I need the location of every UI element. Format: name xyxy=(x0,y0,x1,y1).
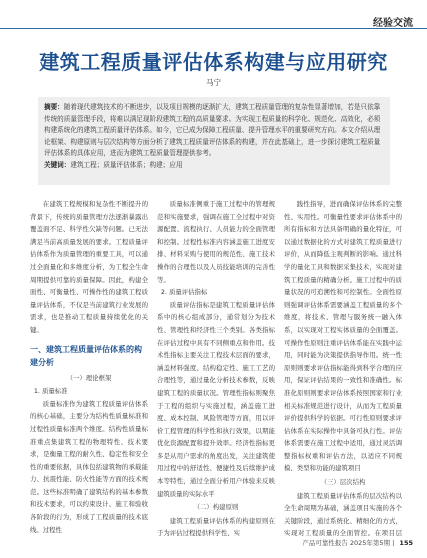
abstract-label: 摘要： xyxy=(44,103,64,111)
subsubsection-heading: 2. 质量评估指标 xyxy=(160,288,208,297)
paragraph: 践性指导，进而确保评估体系的完整性、实用性。可衡量性要求评估体系中的所有指标和方法具备明确的量化特征，可以通过数据化的方式对建筑工程质量进行评价，从而降低主观判断的影响。通过科学的量化工具和数据采集技术，实现对建筑工程质量的精确分析。施工过程中的质量状况的可追溯性和可控制性。全面性原则强调评估体系需要涵盖工程质量的多个维度，将技术、管理与服务统一融入体系，以实现对工程实体质量的全面覆盖。可操作性原则注重评估体系能在实践中运用，同时能为决策提供指导作用。统一性原则则要求评估指标能得到科学合理的应用，保证评估结果的一致性和准确性。标准化原则则要求评估体系按照国家和行业相关标准规范进行设计，从而为工程质量评价提供科学的依据。可行性原则要求评估体系在实际操作中具备可执行性。评估体系需要在施工过程中适用，通过灵活调整指标权重和评估方法，以适应不同规模、类型和功能的建筑项目 xyxy=(284,200,402,473)
text-column-3 xyxy=(284,198,402,538)
paragraph: 质量评估指标是建筑工程质量评估体系中的核心组成部分，通常划分为技术性、管理性和经济性三个类别。各类指标在评估过程中具有不同侧重点和作用。技术性指标主要关注工程技术层面的要求，涵盖材料强度、结构稳定性、施工工艺的合理性等，通过量化分析技术参数，反映建筑工程的质量状况。管理性指标则聚焦于工程的组织与实施过程，涵盖施工进度、成本控制、风险管理等方面，用以评价工程管理的科学性和执行效果，以期能优化资源配置和提升效率。经济性指标更多是从用户需求的角度出发，关注建筑使用过程中的舒适性、便捷性及后续维护成本等特性，通过全面分析用户体验来反映建筑质量的实际水平 xyxy=(157,300,275,498)
keywords-line xyxy=(44,160,384,172)
paragraph: 质量标准作为建筑工程质量评估体系的核心基础，主要分为结构性质量标准和过程性质量标准两个维度。结构性质量标准重点集建筑工程的物理特性、技术要求，是衡量工程的耐久性、稳定性和安全性的重要依据，具体包括建筑物的承载能力、抗震性能、防火性能等方面的技术规范。这些标准明确了建筑结构的基本参数和技术要求，可以约束设计、施工和验收各阶段的行为，形成了工程质量的技术底线。过程性 xyxy=(30,399,148,534)
paragraph: 在建筑工程规模和复杂性不断提升的背景下，传统的质量管理方法逐渐暴露出覆盖面不足、科学性欠缺等问题。已无法满足当前高质量发展的要求。工程质量评估体系作为质量管理的重要工具，可以通过全面量化和多维度分析，为工程全生命周期提供可靠的质量保障。因此，构建全面性、可衡量性、可操作性的建筑工程质量评估体系，不仅是当前建筑行业发展的需求，也是推动工程质量持续优化的关键。 xyxy=(30,200,148,334)
footer-divider: | xyxy=(392,539,395,547)
keywords-label: 关键词： xyxy=(44,160,71,169)
subsection-heading: （三）层次结构 xyxy=(320,478,366,487)
text-column-2 xyxy=(157,198,275,538)
abstract-box xyxy=(38,97,390,185)
subsubsection-heading: 1. 质量标准 xyxy=(33,387,68,396)
journal-name: 产品可靠性报告 2025年第5期 xyxy=(302,539,391,547)
page-number: 155 xyxy=(399,539,413,547)
paragraph: 建筑工程质量评估体系的构建原则在于为评估过程提供科学性、实 xyxy=(157,516,275,538)
header-rule xyxy=(0,28,427,29)
subsection-heading: （一）理论框架 xyxy=(66,373,112,382)
paragraph: 建筑工程质量评估体系的层次结构以全生命周期为基础，涵盖项目实施的各个关键阶段，通过系统化、精细化的方式，实现对工程质量的全面管控。在项目层 xyxy=(284,491,402,538)
abstract-text: 随着现代建筑技术的不断进步，以及项目规模的逐渐扩大，建筑工程质量管理的复杂性显著增加，若是只依靠传统的质量管理手段，将难以满足现阶段建筑工程的高质量要求。为实现工程质量的科学化、规范化、高效化，必须构建系统化的建筑工程质量评估体系。如今，它已成为保障工程质量、提升管理水平的重要研究方向。本文介绍从理论框架、构建原则与层次结构等方面分析了建筑工程质量评估体系的构建，并在此基础上，进一步探讨建筑工程质量评估体系的具体应用，进而为建筑工程质量管理提供参考。 xyxy=(44,103,381,157)
paragraph: 质量标准侧重于施工过程中的管理规范和实施要求，强调在施工全过程中对资源配置、流程执行、人员能力的全面管理和控制。过程性标准内容涵盖施工进度安排、材料采购与使用的规范性、施工技术操作的合理性以及人员技能培训的完善性等。 xyxy=(157,200,275,284)
page-footer xyxy=(302,538,413,547)
author-name: 马宁 xyxy=(206,78,221,87)
section-tag: 经验交流 xyxy=(373,18,413,29)
section-heading: 一、建筑工程质量评估体系的构建分析 xyxy=(30,344,142,367)
article-title: 建筑工程质量评估体系构建与应用研究 xyxy=(39,50,388,74)
text-column-1 xyxy=(30,198,148,538)
subsection-heading: （二）构建原则 xyxy=(193,503,239,512)
keywords-text: 建筑工程；质量评估体系；构建；应用 xyxy=(70,160,183,169)
